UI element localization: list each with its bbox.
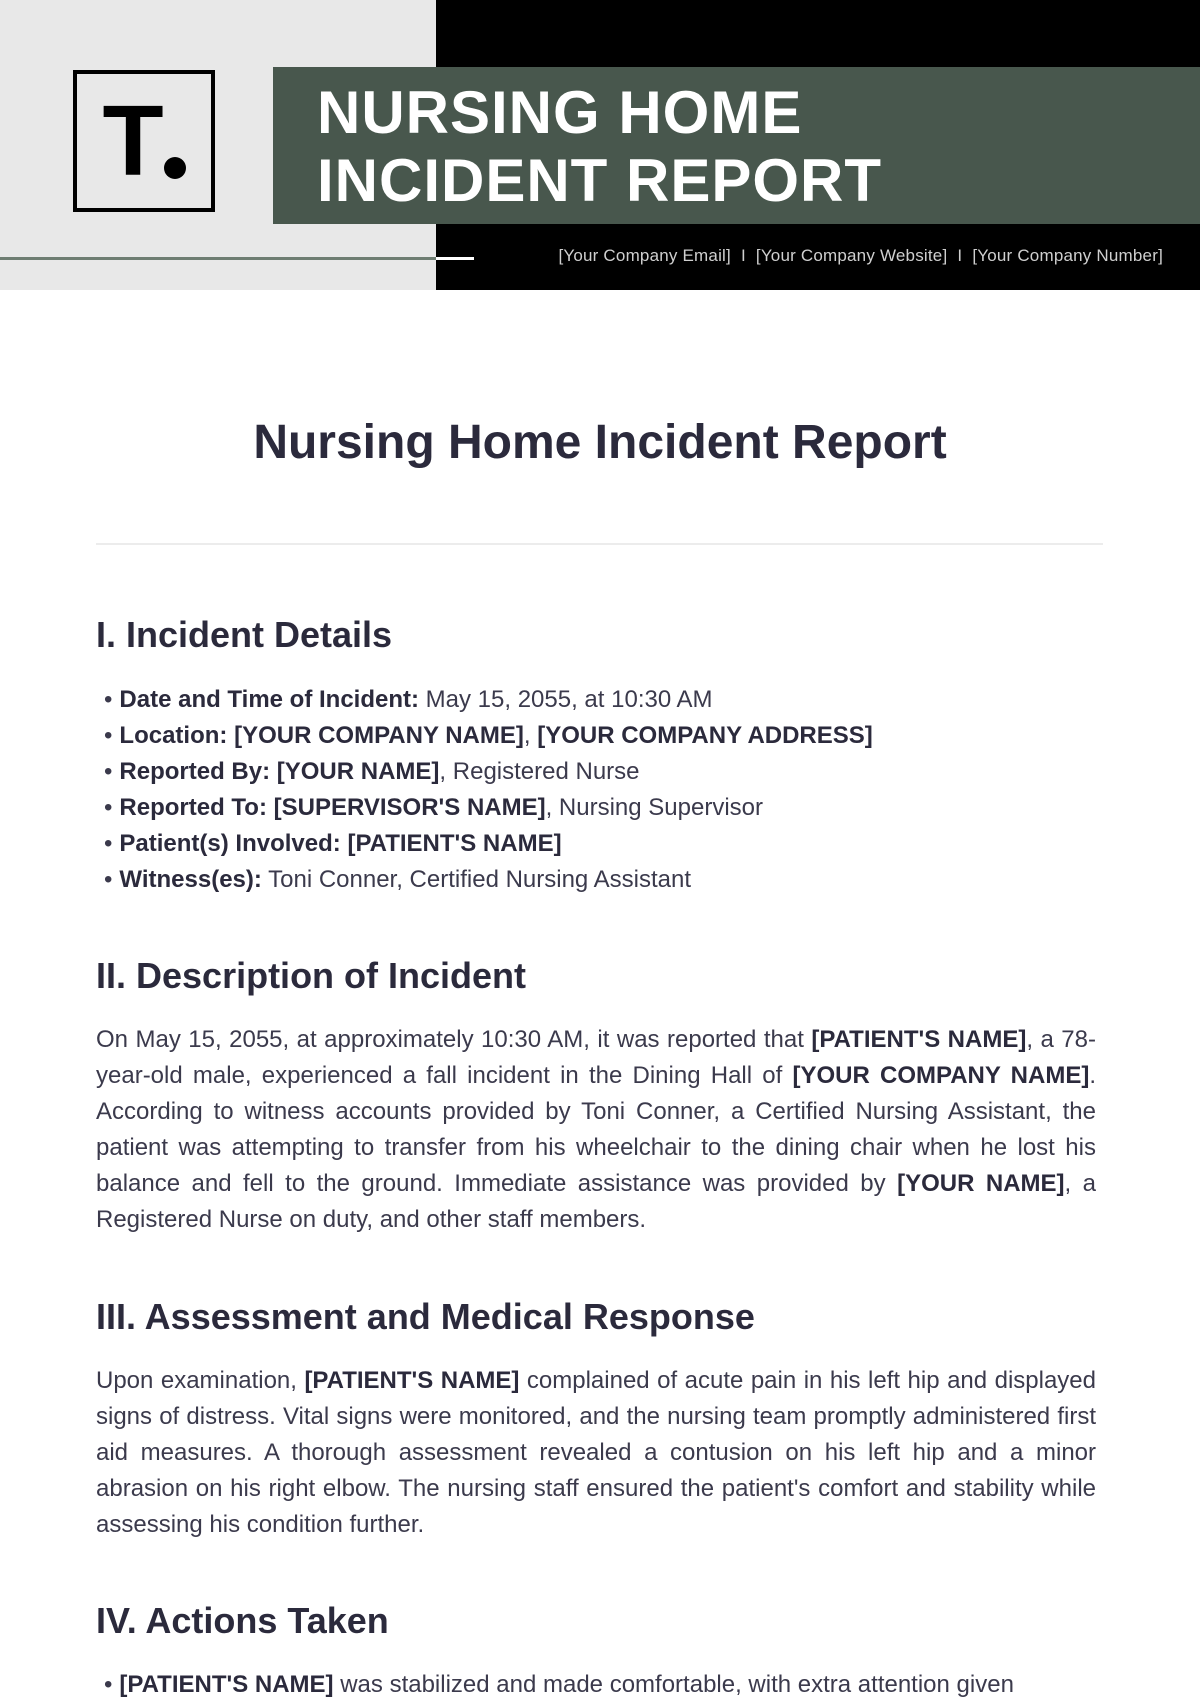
date-label: Date and Time of Incident:: [119, 686, 419, 713]
location-label: Location:: [119, 722, 228, 749]
logo-dot: [164, 157, 186, 179]
header-title-band: [273, 67, 1200, 224]
section-heading-incident-details: I. Incident Details: [96, 614, 393, 655]
your-name: [YOUR NAME]: [897, 1170, 1065, 1197]
description-paragraph: [96, 1022, 1096, 1238]
text-run: , a 78-year-old male, experienced a fall incident in the Dining Hall of: [96, 1026, 1096, 1089]
company-logo: [73, 70, 215, 212]
logo-mark: [102, 85, 185, 197]
patients-label: Patient(s) Involved:: [119, 830, 341, 857]
text-run: On May 15, 2055, at approximately 10:30 AM, it was reported that: [96, 1026, 812, 1053]
header-title-line-2: INCIDENT REPORT: [317, 147, 883, 214]
incident-details-list: [104, 682, 873, 898]
reported-to-name: [SUPERVISOR'S NAME]: [273, 794, 546, 821]
reported-by-role: , Registered Nurse: [439, 758, 640, 785]
company-name: [YOUR COMPANY NAME]: [792, 1062, 1090, 1089]
section-heading-assessment: III. Assessment and Medical Response: [96, 1296, 755, 1337]
list-item-location: • Location: [YOUR COMPANY NAME], [YOUR COMPANY ADDRESS]: [104, 722, 873, 749]
section-heading-description: II. Description of Incident: [96, 955, 527, 996]
location-company: [YOUR COMPANY NAME]: [234, 722, 524, 749]
list-item-action-1: • [PATIENT'S NAME] was stabilized and made comfortable, with extra attention given: [104, 1671, 1014, 1698]
section-heading-actions-taken: IV. Actions Taken: [96, 1600, 389, 1641]
text-run: . According to witness accounts provided by Toni Conner, a Certified Nursing Assistant, the patient was attempting to transfer from his wheelchair to the dining chair when he lost his balance and fell to the ground. Immediate assistance was provided by: [96, 1062, 1096, 1197]
location-address: [YOUR COMPANY ADDRESS]: [537, 722, 873, 749]
contact-number: [Your Company Number]: [972, 246, 1163, 265]
patients-name: [PATIENT'S NAME]: [347, 830, 562, 857]
reported-to-label: Reported To:: [119, 794, 267, 821]
contact-website: [Your Company Website]: [755, 246, 948, 265]
document-title: Nursing Home Incident Report: [253, 416, 947, 469]
patient-name: [PATIENT'S NAME]: [304, 1367, 520, 1394]
contact-separator: I: [740, 246, 746, 265]
list-item-reported-by: • Reported By: [YOUR NAME], Registered Nurse: [104, 758, 640, 785]
list-item-witnesses: • Witness(es): Toni Conner, Certified Nursing Assistant: [104, 866, 691, 893]
text-run: Upon examination,: [96, 1367, 305, 1394]
contact-email: [Your Company Email]: [558, 246, 731, 265]
header-title-line-1: NURSING HOME: [317, 79, 803, 146]
reported-by-name: [YOUR NAME]: [276, 758, 440, 785]
logo-letter: T: [102, 85, 160, 197]
patient-name: [PATIENT'S NAME]: [119, 1671, 334, 1698]
text-run: complained of acute pain in his left hip and displayed signs of distress. Vital signs were monitored, and the nursing team promptly administered first aid measures. A thorough assessment revealed a contusion on his left hip and a minor abrasion on his right elbow. The nursing staff ensured the patient's comfort and stability while assessing his condition further.: [96, 1367, 1096, 1538]
date-value: May 15, 2055, at 10:30 AM: [419, 686, 713, 713]
assessment-paragraph: [96, 1363, 1096, 1543]
witness-label: Witness(es):: [119, 866, 262, 893]
text-run: , a Registered Nurse on duty, and other staff members.: [96, 1170, 1096, 1233]
list-item-date: • Date and Time of Incident: May 15, 2055, at 10:30 AM: [104, 686, 713, 713]
location-comma: ,: [523, 722, 531, 749]
contact-separator: I: [957, 246, 963, 265]
list-item-patients: • Patient(s) Involved: [PATIENT'S NAME]: [104, 830, 562, 857]
action-text: was stabilized and made comfortable, with extra attention given: [333, 1671, 1014, 1698]
patient-name: [PATIENT'S NAME]: [811, 1026, 1027, 1053]
reported-by-label: Reported By:: [119, 758, 271, 785]
reported-to-role: , Nursing Supervisor: [545, 794, 764, 821]
list-item-reported-to: • Reported To: [SUPERVISOR'S NAME], Nursing Supervisor: [104, 794, 764, 821]
header-rule: [0, 257, 474, 260]
contact-info: [558, 246, 1163, 266]
title-divider: [96, 543, 1103, 545]
witness-value: Toni Conner, Certified Nursing Assistant: [261, 866, 691, 893]
